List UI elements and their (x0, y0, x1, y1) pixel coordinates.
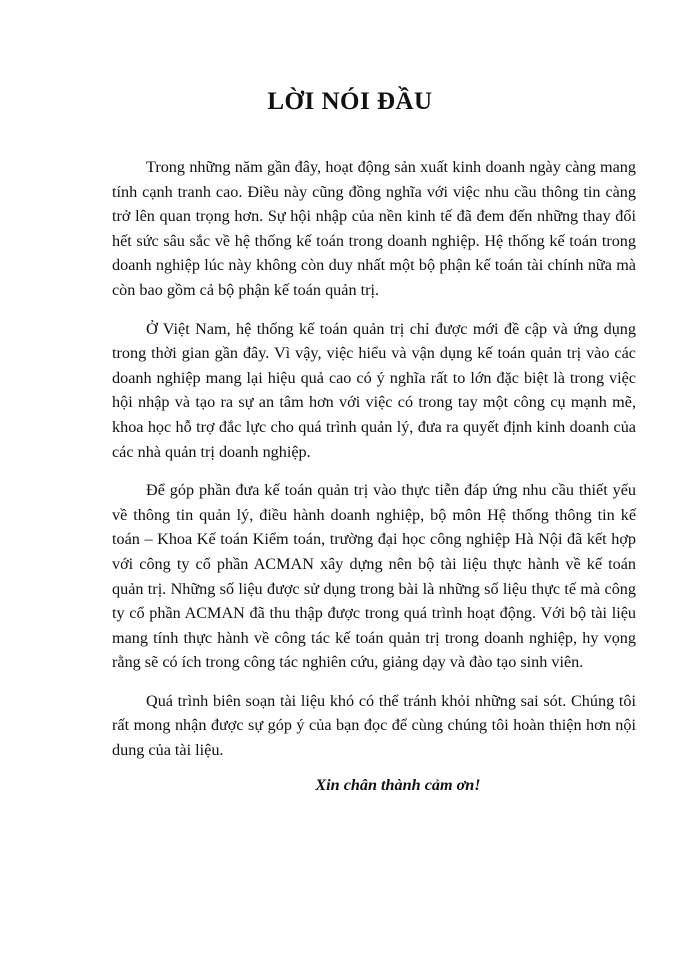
page-title: LỜI NÓI ĐẦU (267, 88, 433, 115)
paragraph-1: Trong những năm gần đây, hoạt động sản xuất kinh doanh ngày càng mang tính cạnh tranh cao. Điều này cũng đồng nghĩa với việc nhu cầu thông tin càng trở lên quan trọng hơn. Sự hội nhập của nền kinh tế đã đem đến những thay đổi hết sức sâu sắc về hệ thống kế toán trong doanh nghiệp. Hệ thống kế toán trong doanh nghiệp lúc này không còn duy nhất một bộ phận kế toán tài chính nữa mà còn bao gồm cả bộ phận kế toán quản trị. (112, 158, 636, 299)
preface-body (112, 155, 636, 777)
closing-text: Xin chân thành cảm ơn! (315, 776, 481, 794)
paragraph-4: Quá trình biên soạn tài liệu khó có thể tránh khỏi những sai sót. Chúng tôi rất mong nhận được sự góp ý của bạn đọc để cùng chúng tôi hoàn thiện hơn nội dung của tài liệu. (112, 691, 636, 760)
paragraph-2: Ở Việt Nam, hệ thống kế toán quản trị chỉ được mới đề cập và ứng dụng trong thời gian gần đây. Vì vậy, việc hiểu và vận dụng kế toán quản trị vào các doanh nghiệp mang lại hiệu quả cao có ý nghĩa rất to lớn đặc biệt là trong việc hội nhập và tạo ra sự an tâm hơn với việc có trong tay một công cụ mạnh mẽ, khoa học hỗ trợ đắc lực cho quá trình quản lý, đưa ra quyết định kinh doanh của các nhà quản trị doanh nghiệp. (112, 319, 636, 461)
paragraph-3: Để góp phần đưa kế toán quản trị vào thực tiễn đáp ứng nhu cầu thiết yếu về thông tin quản lý, điều hành doanh nghiệp, bộ môn Hệ thống thông tin kế toán – Khoa Kế toán Kiểm toán, trường đại học công nghiệp Hà Nội đã kết hợp với công ty cổ phần ACMAN xây dựng nên bộ tài liệu thực hành về kế toán quản trị. Những số liệu được sử dụng trong bài là những số liệu thực tế mà công ty cổ phần ACMAN đã thu thập được trong quá trình hoạt động. Với bộ tài liệu mang tính thực hành về công tác kế toán quản trị trong doanh nghiệp, hy vọng rằng sẽ có ích trong công tác nghiên cứu, giảng dạy và đào tạo sinh viên. (112, 481, 636, 672)
closing-line (0, 776, 700, 795)
